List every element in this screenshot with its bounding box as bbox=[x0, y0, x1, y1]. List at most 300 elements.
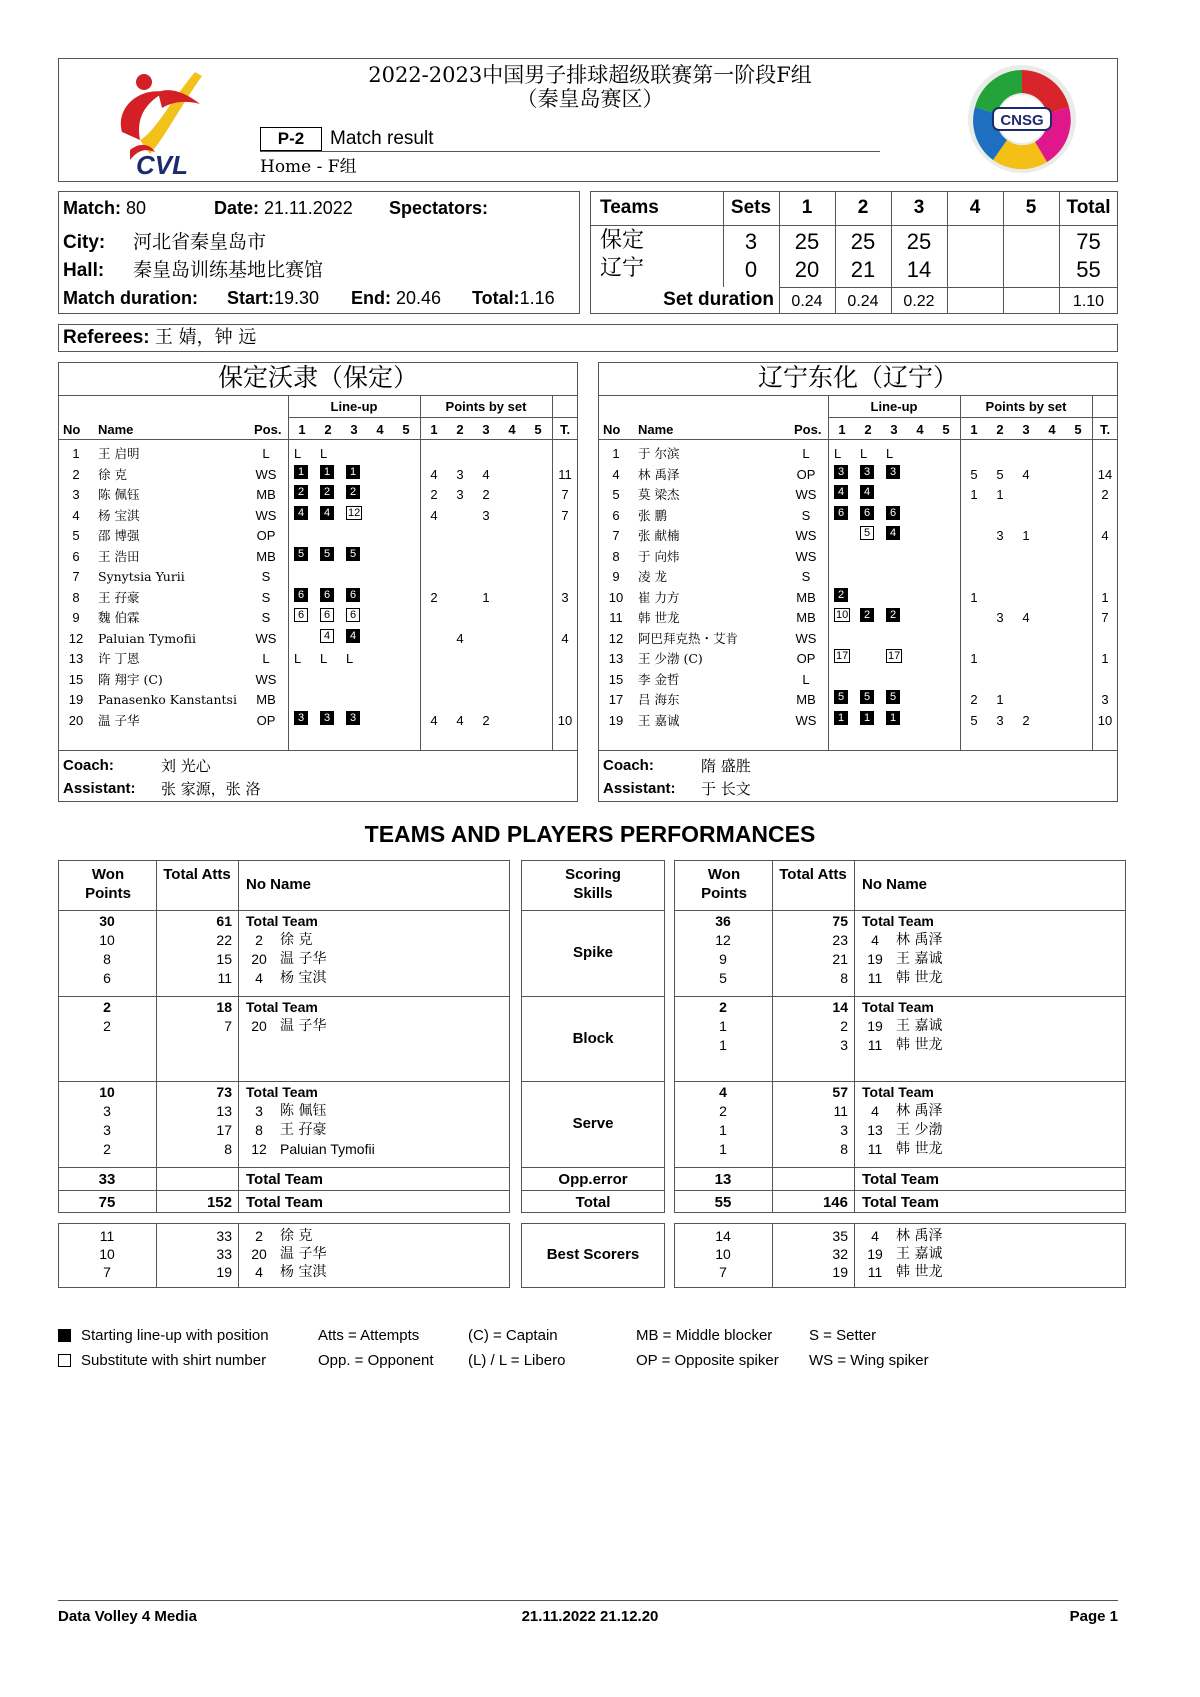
player-no: 13 bbox=[68, 651, 84, 666]
won-points: 2 bbox=[719, 1103, 727, 1119]
perf-player-name: 王 少渤 bbox=[896, 1122, 943, 1138]
footer-left: Data Volley 4 Media bbox=[58, 1608, 197, 1625]
won-points: 9 bbox=[719, 951, 727, 967]
player-no: 12 bbox=[608, 630, 624, 646]
player-no: 7 bbox=[612, 528, 620, 543]
home-assistant: 张 家源，张 洛 bbox=[161, 780, 261, 798]
legend-atts: Atts = Attempts bbox=[318, 1327, 420, 1344]
won-points: 1 bbox=[719, 1122, 727, 1138]
player-set-points: 4 bbox=[430, 466, 438, 482]
city-value: 河北省秦皇岛市 bbox=[133, 231, 267, 253]
left-atts-col bbox=[156, 1083, 232, 1159]
date-row bbox=[214, 196, 353, 220]
best-player-no: 20 bbox=[251, 1246, 267, 1262]
best-player-name: 林 禹泽 bbox=[896, 1228, 943, 1244]
player-name: 许 丁恩 bbox=[98, 651, 140, 666]
score-header-teams: Teams bbox=[600, 197, 659, 218]
legend-starting: Starting line-up with position bbox=[81, 1327, 269, 1344]
lineup-libero: L bbox=[834, 446, 842, 461]
lineup-substitute: 6 bbox=[346, 608, 360, 622]
total-row bbox=[472, 286, 555, 310]
player-total: 7 bbox=[561, 487, 569, 502]
score-away-s3: 14 bbox=[906, 257, 932, 282]
opp-error-label: Opp.error bbox=[558, 1171, 628, 1188]
cnsg-logo-text: CNSG bbox=[1000, 112, 1044, 129]
perf-player bbox=[862, 1140, 1122, 1159]
perf-player bbox=[246, 931, 506, 950]
player-set-points: 2 bbox=[482, 487, 490, 502]
opp-error-right-total-team: Total Team bbox=[862, 1171, 939, 1188]
away-col-pos: Pos. bbox=[794, 422, 822, 437]
score-hline-2 bbox=[779, 287, 1118, 288]
player-total: 1 bbox=[1101, 651, 1109, 666]
hall-value: 秦皇岛训练基地比赛馆 bbox=[133, 259, 324, 281]
player-set-points: 5 bbox=[970, 466, 978, 482]
perf-player-name: 王 嘉诚 bbox=[896, 1018, 943, 1034]
perf-left-hline bbox=[58, 1190, 510, 1191]
lineup-substitute: 10 bbox=[836, 609, 849, 621]
total-left-total-team: Total Team bbox=[246, 1194, 323, 1211]
player-pos: WS bbox=[795, 548, 817, 564]
player-pos: L bbox=[262, 446, 270, 461]
lineup-start-position: 1 bbox=[320, 465, 334, 479]
best-player-no: 4 bbox=[255, 1264, 263, 1280]
player-no: 6 bbox=[612, 507, 620, 523]
total-label: Total: bbox=[472, 288, 520, 308]
total-atts: 22 bbox=[216, 932, 232, 948]
player-name: 张 献楠 bbox=[638, 528, 680, 543]
player-pos: WS bbox=[255, 466, 277, 482]
right-best-won bbox=[674, 1227, 772, 1281]
player-set-points: 3 bbox=[996, 712, 1004, 728]
won-points: 5 bbox=[719, 970, 727, 986]
lineup-start-position: 3 bbox=[860, 465, 874, 479]
player-set-points: 4 bbox=[482, 466, 490, 482]
lineup-start-position: 4 bbox=[860, 485, 874, 499]
perf-player bbox=[246, 1140, 506, 1159]
lineup-start-position: 3 bbox=[886, 465, 900, 479]
right-best-atts bbox=[772, 1227, 848, 1281]
score-header-4: 4 bbox=[969, 197, 981, 218]
score-header-2: 2 bbox=[857, 197, 869, 218]
best-won-points: 7 bbox=[719, 1264, 727, 1280]
skill-spike: Spike bbox=[572, 944, 614, 961]
total-value: 1.16 bbox=[519, 288, 555, 308]
perf-player-name: 韩 世龙 bbox=[896, 1141, 943, 1157]
player-row bbox=[598, 547, 1118, 567]
lineup-start-position: 4 bbox=[834, 485, 848, 499]
best-total-atts: 19 bbox=[216, 1264, 232, 1280]
best-player-no: 19 bbox=[867, 1246, 883, 1262]
lineup-substitute: 6 bbox=[294, 608, 308, 622]
legend-starting-swatch bbox=[58, 1329, 71, 1342]
player-set-points: 4 bbox=[430, 507, 438, 523]
total-atts: 15 bbox=[216, 951, 232, 967]
perf-player-name: 温 子华 bbox=[280, 951, 327, 967]
perf-player bbox=[862, 1121, 1122, 1140]
score-hline-1 bbox=[590, 225, 1118, 226]
away-lineup-header: Line-up bbox=[870, 399, 918, 414]
lineup-substitute: 17 bbox=[888, 650, 901, 662]
player-set-points: 1 bbox=[482, 589, 490, 605]
right-name-col bbox=[862, 998, 1122, 1055]
player-pos: OP bbox=[796, 466, 816, 482]
player-row bbox=[598, 690, 1118, 710]
won-points: 2 bbox=[103, 1018, 111, 1034]
footer-center: 21.11.2022 21.12.20 bbox=[521, 1608, 659, 1625]
total-team-label: Total Team bbox=[246, 1084, 318, 1100]
won-points: 36 bbox=[715, 913, 731, 929]
lineup-substitute: 5 bbox=[860, 526, 874, 540]
won-points: 6 bbox=[103, 970, 111, 986]
away-points-header: Points by set bbox=[985, 399, 1067, 414]
lineup-start-position: 3 bbox=[320, 711, 334, 725]
doc-title: Match result bbox=[330, 128, 434, 149]
player-pos: OP bbox=[256, 712, 276, 728]
player-pos: S bbox=[801, 569, 811, 584]
left-atts-col bbox=[156, 998, 232, 1036]
player-set-points: 1 bbox=[970, 651, 978, 666]
player-no: 15 bbox=[68, 671, 84, 687]
player-set-points: 1 bbox=[1022, 528, 1030, 543]
home-team-name: 保定沃隶（保定） bbox=[217, 363, 418, 392]
player-no: 7 bbox=[72, 569, 80, 584]
left-header-won: Won Points bbox=[85, 866, 131, 902]
total-atts: 17 bbox=[216, 1122, 232, 1138]
won-points: 3 bbox=[103, 1122, 111, 1138]
player-pos: MB bbox=[796, 692, 816, 707]
total-atts: 23 bbox=[832, 932, 848, 948]
won-points: 1 bbox=[719, 1037, 727, 1053]
player-row bbox=[598, 444, 1118, 464]
perf-player-no: 20 bbox=[251, 951, 267, 967]
perf-right-hline bbox=[674, 1081, 1126, 1082]
best-player bbox=[862, 1263, 1122, 1281]
player-no: 9 bbox=[72, 610, 80, 625]
total-atts: 11 bbox=[217, 970, 232, 986]
player-name: 韩 世龙 bbox=[638, 610, 680, 625]
right-won-col bbox=[674, 998, 772, 1055]
player-no: 5 bbox=[612, 487, 620, 502]
won-points: 1 bbox=[719, 1018, 727, 1034]
home-lineup-header: Line-up bbox=[330, 399, 378, 414]
player-total: 14 bbox=[1097, 466, 1113, 482]
total-team-label: Total Team bbox=[246, 913, 318, 929]
score-home-s3: 25 bbox=[906, 229, 932, 254]
player-name: 邵 博强 bbox=[98, 528, 140, 543]
left-best-won bbox=[58, 1227, 156, 1281]
right-won-col bbox=[674, 912, 772, 988]
player-name: 王 浩田 bbox=[98, 548, 140, 564]
best-player-no: 11 bbox=[867, 1264, 883, 1280]
player-pos: WS bbox=[255, 630, 277, 646]
player-pos: L bbox=[802, 671, 810, 687]
score-header-total: Total bbox=[1066, 197, 1111, 218]
lineup-start-position: 2 bbox=[294, 485, 308, 499]
right-atts-col bbox=[772, 1083, 848, 1159]
player-name: 莫 梁杰 bbox=[638, 487, 680, 502]
player-set-points: 1 bbox=[996, 487, 1004, 502]
player-set-points: 3 bbox=[996, 528, 1004, 543]
away-lineup-set-3: 3 bbox=[890, 422, 898, 437]
score-home-s2: 25 bbox=[850, 229, 876, 254]
player-set-points: 1 bbox=[970, 487, 978, 502]
right-best-names bbox=[862, 1227, 1122, 1281]
best-total-atts: 35 bbox=[832, 1228, 848, 1244]
away-col-total: T. bbox=[1099, 422, 1111, 437]
home-col-pos: Pos. bbox=[254, 422, 282, 437]
lineup-start-position: 5 bbox=[320, 547, 334, 561]
player-name: Paluian Tymofii bbox=[98, 630, 196, 646]
perf-player-name: Paluian Tymofii bbox=[280, 1141, 375, 1157]
best-total-atts: 33 bbox=[216, 1246, 232, 1262]
end-label: End: bbox=[351, 288, 391, 308]
perf-player bbox=[862, 1102, 1122, 1121]
best-won-points: 10 bbox=[99, 1246, 115, 1262]
opp-error-left-total-team: Total Team bbox=[246, 1171, 323, 1188]
perf-player bbox=[246, 1017, 506, 1036]
best-player-name: 杨 宝淇 bbox=[280, 1264, 327, 1280]
perf-player bbox=[246, 969, 506, 988]
total-atts: 18 bbox=[216, 999, 232, 1015]
best-player-name: 韩 世龙 bbox=[896, 1264, 943, 1280]
perf-player bbox=[246, 1102, 506, 1121]
lineup-libero: L bbox=[886, 446, 894, 461]
player-pos: WS bbox=[255, 671, 277, 687]
lineup-start-position: 2 bbox=[860, 608, 874, 622]
perf-right-hline bbox=[674, 1190, 1126, 1191]
player-set-points: 3 bbox=[482, 507, 490, 523]
perf-left-hline bbox=[58, 996, 510, 997]
perf-player-no: 11 bbox=[867, 1037, 883, 1053]
perf-player-name: 陈 佩钰 bbox=[280, 1103, 327, 1119]
won-points: 12 bbox=[715, 932, 731, 948]
total-team-label: Total Team bbox=[246, 999, 318, 1015]
player-no: 2 bbox=[72, 466, 80, 482]
perf-player-name: 王 孖豪 bbox=[280, 1122, 327, 1138]
player-row bbox=[58, 608, 578, 628]
total-atts: 57 bbox=[832, 1084, 848, 1100]
total-atts: 3 bbox=[840, 1122, 848, 1138]
set-duration-total: 1.10 bbox=[1072, 293, 1105, 310]
home-assistant-label: Assistant: bbox=[63, 780, 136, 797]
player-row bbox=[58, 670, 578, 690]
score-header-5: 5 bbox=[1025, 197, 1037, 218]
player-pos: MB bbox=[796, 610, 816, 625]
player-row bbox=[58, 444, 578, 464]
player-set-points: 3 bbox=[456, 487, 464, 502]
home-points-set-1: 1 bbox=[430, 422, 438, 437]
player-no: 4 bbox=[612, 466, 620, 482]
left-atts-col bbox=[156, 912, 232, 988]
lineup-start-position: 6 bbox=[346, 588, 360, 602]
legend-s: S = Setter bbox=[809, 1327, 877, 1344]
player-row bbox=[598, 670, 1118, 690]
player-set-points: 1 bbox=[970, 589, 978, 605]
player-no: 10 bbox=[608, 589, 624, 605]
total-left-won: 75 bbox=[98, 1194, 116, 1211]
player-total: 7 bbox=[1101, 610, 1109, 625]
player-set-points: 2 bbox=[430, 487, 438, 502]
player-pos: S bbox=[261, 569, 271, 584]
perf-player-no: 13 bbox=[867, 1122, 883, 1138]
left-header-noname: No Name bbox=[246, 876, 312, 893]
player-name: 李 金哲 bbox=[638, 671, 680, 687]
match-value: 80 bbox=[126, 198, 147, 218]
won-points: 30 bbox=[99, 913, 115, 929]
legend-ws: WS = Wing spiker bbox=[809, 1352, 929, 1369]
lineup-start-position: 1 bbox=[834, 711, 848, 725]
player-total: 1 bbox=[1101, 589, 1109, 605]
player-no: 19 bbox=[608, 712, 624, 728]
player-set-points: 2 bbox=[482, 712, 490, 728]
perf-center-hline bbox=[521, 996, 665, 997]
opp-error-right-won: 13 bbox=[714, 1171, 732, 1188]
home-hline-subhead bbox=[288, 417, 578, 418]
total-right-total-team: Total Team bbox=[862, 1194, 939, 1211]
player-pos: WS bbox=[795, 630, 817, 646]
best-vline-atts bbox=[854, 1223, 855, 1288]
total-right-atts: 146 bbox=[822, 1194, 848, 1211]
perf-player-no: 4 bbox=[255, 970, 263, 986]
away-lineup-set-4: 4 bbox=[916, 422, 924, 437]
away-points-set-3: 3 bbox=[1022, 422, 1030, 437]
player-pos: WS bbox=[795, 712, 817, 728]
player-no: 6 bbox=[72, 548, 80, 564]
home-points-set-3: 3 bbox=[482, 422, 490, 437]
home-hline-name bbox=[58, 395, 578, 396]
player-set-points: 1 bbox=[996, 692, 1004, 707]
player-no: 3 bbox=[72, 487, 80, 502]
perf-player-no: 19 bbox=[867, 1018, 883, 1034]
best-total-atts: 33 bbox=[216, 1228, 232, 1244]
lineup-start-position: 1 bbox=[860, 711, 874, 725]
home-points-header: Points by set bbox=[445, 399, 527, 414]
player-row bbox=[58, 588, 578, 608]
event-subtitle: （秦皇岛赛区） bbox=[516, 87, 664, 111]
total-atts: 8 bbox=[840, 1141, 848, 1157]
home-lineup-set-2: 2 bbox=[324, 422, 332, 437]
score-team-away: 辽宁 bbox=[600, 256, 645, 281]
player-pos: OP bbox=[796, 651, 816, 666]
total-atts: 61 bbox=[216, 913, 232, 929]
perf-center-hline bbox=[521, 1190, 665, 1191]
player-set-points: 2 bbox=[970, 692, 978, 707]
player-no: 13 bbox=[608, 651, 624, 666]
lineup-libero: L bbox=[294, 651, 302, 666]
perf-player-name: 韩 世龙 bbox=[896, 970, 943, 986]
away-hline-name bbox=[598, 395, 1118, 396]
player-name: 于 向炜 bbox=[638, 548, 680, 564]
perf-center-hline bbox=[521, 1081, 665, 1082]
lineup-start-position: 4 bbox=[346, 629, 360, 643]
home-hline-coach bbox=[58, 750, 578, 751]
score-header-sets: Sets bbox=[730, 197, 772, 218]
right-atts-col bbox=[772, 912, 848, 988]
lineup-start-position: 1 bbox=[346, 465, 360, 479]
player-set-points: 5 bbox=[970, 712, 978, 728]
perf-player-no: 11 bbox=[867, 970, 883, 986]
player-set-points: 3 bbox=[456, 466, 464, 482]
player-pos: S bbox=[261, 589, 271, 605]
referees-value: 王 婧，钟 远 bbox=[154, 327, 257, 348]
perf-player-name: 林 禹泽 bbox=[896, 1103, 943, 1119]
left-won-col bbox=[58, 998, 156, 1036]
player-row bbox=[58, 485, 578, 505]
lineup-start-position: 6 bbox=[860, 506, 874, 520]
best-won-points: 10 bbox=[715, 1246, 731, 1262]
set-duration-label: Set duration bbox=[663, 289, 774, 310]
away-points-set-4: 4 bbox=[1048, 422, 1056, 437]
cvl-logo-text: CVL bbox=[136, 150, 188, 180]
player-row bbox=[58, 649, 578, 669]
total-atts: 14 bbox=[832, 999, 848, 1015]
score-away-s1: 20 bbox=[794, 257, 820, 282]
player-row bbox=[58, 526, 578, 546]
perf-player-no: 19 bbox=[867, 951, 883, 967]
player-name: 王 启明 bbox=[98, 446, 140, 461]
left-name-col bbox=[246, 912, 506, 988]
player-name: Synytsia Yurii bbox=[98, 569, 185, 584]
score-header-1: 1 bbox=[801, 197, 813, 218]
player-no: 1 bbox=[612, 446, 620, 461]
player-no: 11 bbox=[609, 610, 623, 625]
left-best-names bbox=[246, 1227, 506, 1281]
lineup-start-position: 4 bbox=[320, 506, 334, 520]
player-total: 10 bbox=[557, 712, 573, 728]
hall-label: Hall: bbox=[63, 260, 105, 281]
left-won-col bbox=[58, 912, 156, 988]
best-total-atts: 32 bbox=[832, 1246, 848, 1262]
player-total: 7 bbox=[561, 507, 569, 523]
referees-row bbox=[63, 326, 256, 350]
won-points: 10 bbox=[99, 1084, 115, 1100]
perf-player bbox=[862, 950, 1122, 969]
left-won-col bbox=[58, 1083, 156, 1159]
total-atts: 3 bbox=[840, 1037, 848, 1053]
player-row bbox=[598, 629, 1118, 649]
best-player-no: 2 bbox=[255, 1228, 263, 1244]
player-name: 林 禹泽 bbox=[638, 466, 680, 482]
player-no: 4 bbox=[72, 507, 80, 523]
home-hline-header bbox=[58, 439, 578, 440]
total-atts: 2 bbox=[840, 1018, 848, 1034]
player-no: 5 bbox=[72, 528, 80, 543]
perf-right-hline bbox=[674, 1167, 1126, 1168]
home-lineup-set-4: 4 bbox=[376, 422, 384, 437]
cnsg-logo bbox=[965, 62, 1080, 177]
lineup-start-position: 3 bbox=[346, 711, 360, 725]
lineup-libero: L bbox=[346, 651, 354, 666]
legend-substitute-swatch bbox=[58, 1354, 71, 1367]
best-won-points: 11 bbox=[99, 1228, 115, 1244]
away-assistant-label: Assistant: bbox=[603, 780, 676, 797]
player-row bbox=[58, 547, 578, 567]
away-lineup-set-1: 1 bbox=[838, 422, 846, 437]
best-player-no: 4 bbox=[871, 1228, 879, 1244]
skill-block: Block bbox=[572, 1029, 614, 1047]
lineup-libero: L bbox=[320, 446, 328, 461]
score-home-s1: 25 bbox=[794, 229, 820, 254]
perf-left-hline bbox=[58, 910, 510, 911]
header-scoring-skills: Scoring Skills bbox=[565, 866, 621, 902]
home-lineup-set-3: 3 bbox=[350, 422, 358, 437]
player-row bbox=[598, 465, 1118, 485]
total-right-won: 55 bbox=[714, 1194, 732, 1211]
match-label: Match: bbox=[63, 198, 121, 218]
player-name: 杨 宝淇 bbox=[98, 507, 140, 523]
away-assistant: 于 长文 bbox=[701, 780, 751, 798]
